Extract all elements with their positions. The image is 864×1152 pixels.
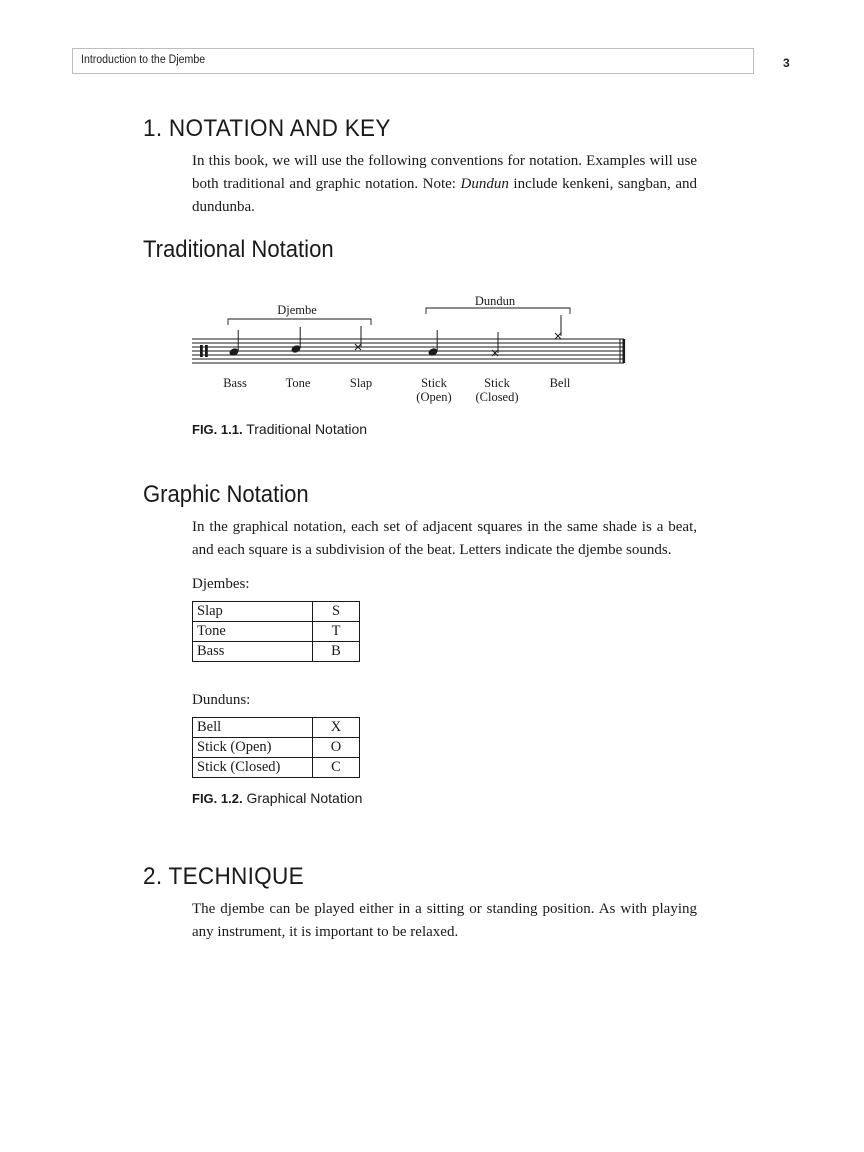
- bell-note: [555, 315, 561, 339]
- figure-1-1-title: Traditional Notation: [242, 421, 368, 437]
- notation-intro-text: In this book, we will use the following conventions for notation. Examples will use both traditional and graphic notation. Note:: [192, 153, 697, 192]
- figure-1-1-number: FIG. 1.1.: [192, 422, 243, 437]
- table-cell-name: Stick (Open): [193, 738, 313, 758]
- dunduns-label: Dunduns:: [192, 692, 251, 708]
- notation-intro-paragraph: [192, 150, 697, 219]
- label-bass: Bass: [223, 376, 247, 390]
- djembe-key-table: [192, 601, 360, 662]
- graphic-notation-heading: Graphic Notation: [143, 481, 309, 508]
- figure-1-2-title: Graphical Notation: [242, 790, 363, 806]
- table-cell-symbol: T: [313, 622, 360, 642]
- dundun-key-table: [192, 717, 360, 778]
- sublabel-open: (Open): [416, 390, 452, 404]
- notation-intro-text-end: include kenkeni, sangban, and dundunba.: [192, 176, 697, 215]
- tone-note: [290, 327, 301, 354]
- table-cell-name: Bass: [193, 642, 313, 662]
- label-stick-open: Stick: [421, 376, 447, 390]
- djembes-label: Djembes:: [192, 576, 250, 592]
- djembe-bracket: [228, 319, 371, 325]
- table-cell-name: Bell: [193, 718, 313, 738]
- table-cell-symbol: C: [313, 758, 360, 778]
- figure-1-2-caption: [192, 790, 362, 806]
- technique-paragraph: The djembe can be played either in a sitting or standing position. As with playing any instrument, it is important to be relaxed.: [192, 901, 697, 940]
- table-row: [193, 602, 360, 622]
- section-heading-notation-and-key: 1. NOTATION AND KEY: [143, 115, 391, 142]
- notation-intro-emphasis: Dundun: [460, 176, 509, 192]
- running-header: [72, 48, 754, 74]
- label-bell: Bell: [549, 376, 571, 390]
- table-cell-symbol: X: [313, 718, 360, 738]
- page-number: 3: [783, 56, 790, 70]
- running-header-title: Introduction to the Djembe: [81, 54, 206, 66]
- label-tone: Tone: [285, 376, 311, 390]
- figure-1-2-number: FIG. 1.2.: [192, 791, 243, 806]
- graphic-notation-paragraph: In the graphical notation, each set of adjacent squares in the same shade is a beat, and each square is a subdivision of the beat. Letters indicate the djembe sounds.: [192, 519, 697, 558]
- section-heading-technique: 2. TECHNIQUE: [143, 863, 304, 890]
- dundun-group-label: Dundun: [474, 294, 516, 308]
- table-cell-name: Tone: [193, 622, 313, 642]
- slap-note: [355, 326, 361, 350]
- table-cell-symbol: S: [313, 602, 360, 622]
- staff-lines: [192, 339, 624, 363]
- figure-1-1-caption: [192, 421, 367, 437]
- table-row: [193, 738, 360, 758]
- table-cell-name: Slap: [193, 602, 313, 622]
- label-stick-closed: Stick: [484, 376, 510, 390]
- dundun-bracket: [426, 308, 570, 314]
- djembe-group-label: Djembe: [277, 303, 317, 317]
- table-row: [193, 718, 360, 738]
- table-cell-name: Stick (Closed): [193, 758, 313, 778]
- table-row: [193, 642, 360, 662]
- stick-closed-note: [492, 332, 498, 356]
- table-row: [193, 622, 360, 642]
- traditional-notation-heading: Traditional Notation: [143, 236, 334, 263]
- sublabel-closed: (Closed): [475, 390, 519, 404]
- label-slap: Slap: [349, 376, 373, 390]
- table-row: [193, 758, 360, 778]
- table-cell-symbol: O: [313, 738, 360, 758]
- traditional-notation-figure: [188, 288, 636, 410]
- table-cell-symbol: B: [313, 642, 360, 662]
